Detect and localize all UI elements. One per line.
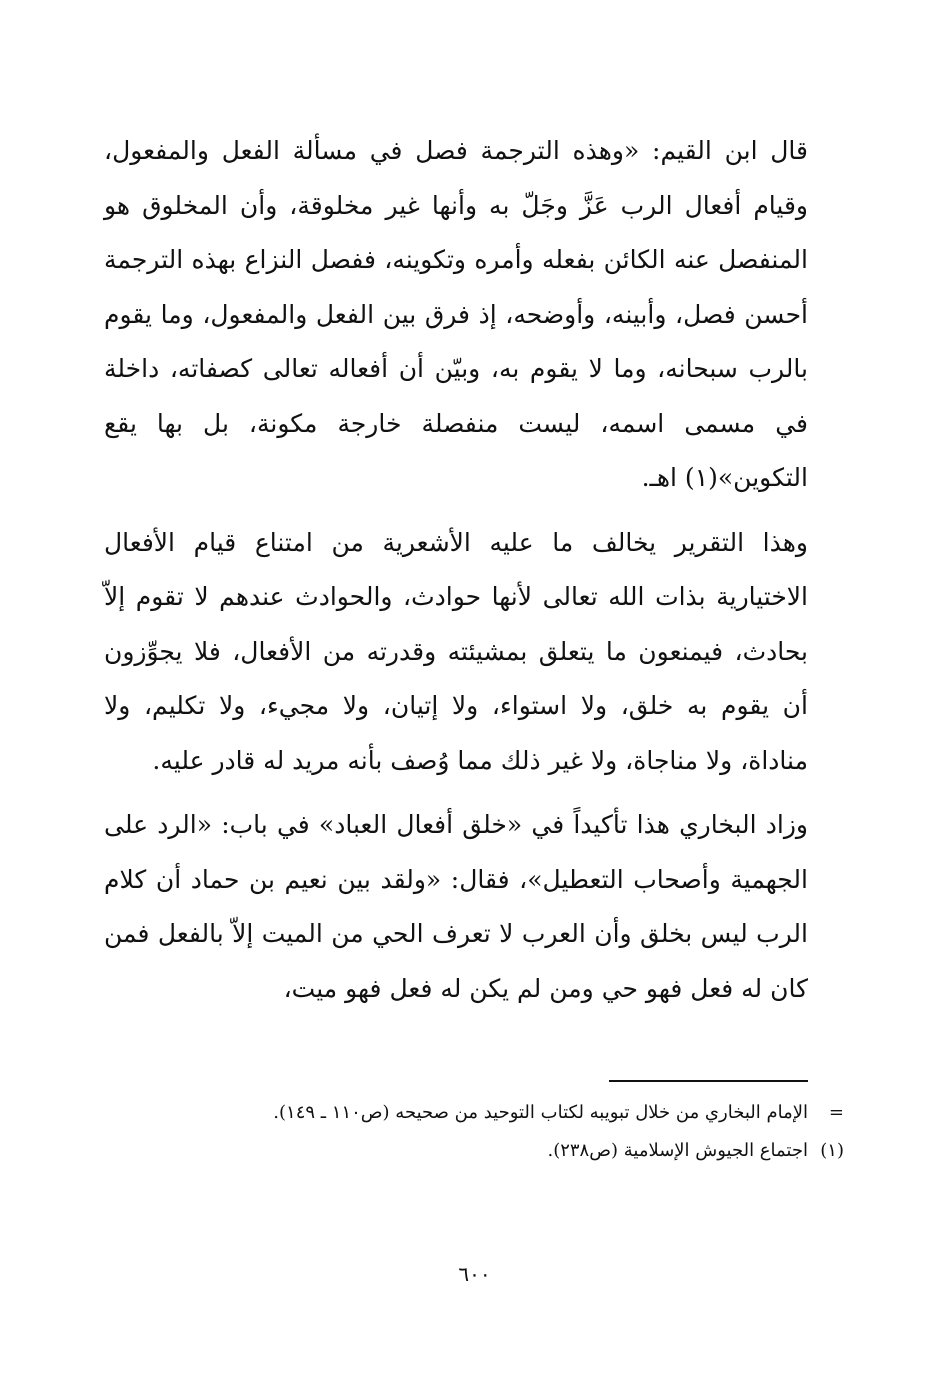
paragraph-bukhari: وزاد البخاري هذا تأكيداً في «خلق أفعال العباد» في باب: «الرد على الجهمية وأصحاب التعطيل»، فقال: «ولقد بين نعيم بن حماد أن كلام الرب ليس بخلق وأن العرب لا تعرف الحي من الميت إلاّ بالفعل فمن كان له فعل فهو حي ومن لم يكن له فعل فهو ميت، — [104, 810, 808, 1003]
main-text — [104, 124, 808, 1016]
page-number: ٦٠٠ — [458, 1262, 491, 1286]
paragraph-ibn-qayyim-quote: قال ابن القيم: «وهذه الترجمة فصل في مسألة الفعل والمفعول، وقيام أفعال الرب عَزَّ وجَلّ به وأنها غير مخلوقة، وأن المخلوق هو المنفصل عنه الكائن بفعله وأمره وتكوينه، ففصل النزاع بهذه الترجمة أحسن فصل، وأبينه، وأوضحه، إذ فرق بين الفعل والمفعول، وما يقوم بالرب سبحانه، وما لا يقوم به، وبيّن أن أفعاله تعالى كصفاته، داخلة في مسمى اسمه، ليست منفصلة خارجة مكونة، بل بها يقع التكوين»(١) اهـ. — [104, 136, 808, 492]
footnote-text: اجتماع الجيوش الإسلامية (ص٢٣٨). — [547, 1140, 808, 1161]
footnote-continued — [104, 1094, 844, 1132]
paragraph-ashariyya: وهذا التقرير يخالف ما عليه الأشعرية من امتناع قيام الأفعال الاختيارية بذات الله تعالى لأنها حوادث، والحوادث عندهم لا تقوم إلاّ بحادث، فيمنعون ما يتعلق بمشيئته وقدرته من الأفعال، فلا يجوِّزون أن يقوم به خلق، ولا استواء، ولا إتيان، ولا مجيء، ولا تكليم، ولا مناداة، ولا مناجاة، ولا غير ذلك مما وُصف بأنه مريد له قادر عليه. — [104, 527, 808, 775]
footnote-divider — [609, 1080, 808, 1082]
footnotes — [104, 1094, 844, 1170]
footnote-text: الإمام البخاري من خلال تبويبه لكتاب التوحيد من صحيحه (ص١١٠ ـ ١٤٩). — [273, 1102, 808, 1123]
footnote-mark: = — [828, 1102, 844, 1123]
footnote-1 — [104, 1132, 844, 1170]
footnote-mark: (١) — [820, 1140, 844, 1161]
